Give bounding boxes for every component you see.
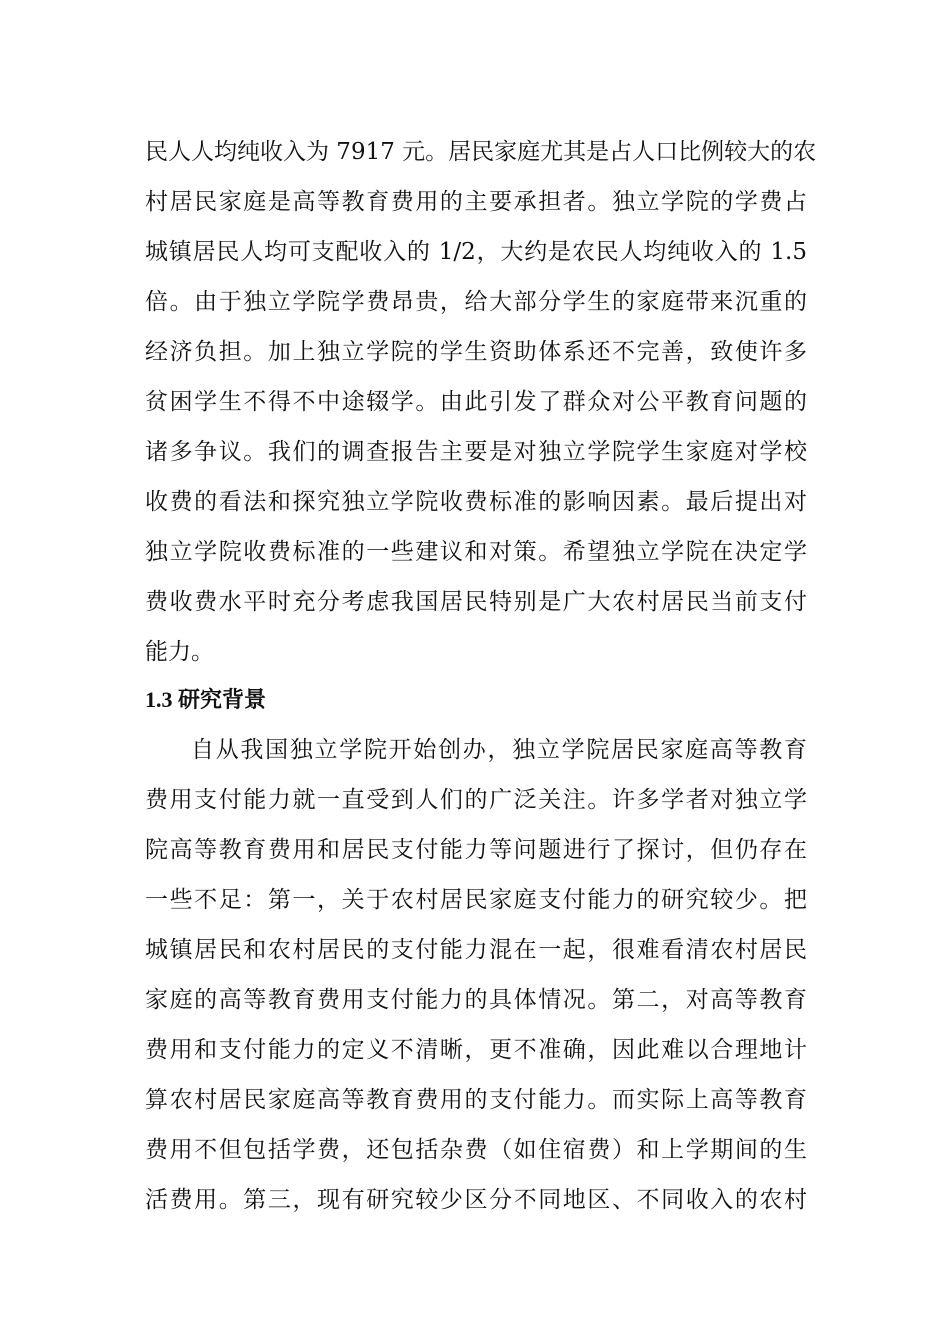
paragraph2-line: 算农村居民家庭高等教育费用的支付能力。而实际上高等教育 [145,1087,807,1113]
paragraph1-line: 倍。由于独立学院学费昂贵，给大部分学生的家庭带来沉重的 [145,289,807,315]
paragraph2-line: 活费用。第三，现有研究较少区分不同地区、不同收入的农村 [145,1187,807,1213]
paragraph2-line: 费用支付能力就一直受到人们的广泛关注。许多学者对独立学 [145,787,807,813]
paragraph2-line: 一些不足：第一，关于农村居民家庭支付能力的研究较少。把 [145,887,807,913]
paragraph1-line: 民人人均纯收入为 7917 元。居民家庭尤其是占人口比例较大的农 [145,139,817,165]
paragraph1-line: 收费的看法和探究独立学院收费标准的影响因素。最后提出对 [145,489,807,515]
paragraph2-line-indented: 自从我国独立学院开始创办，独立学院居民家庭高等教育 [191,737,807,763]
document-body [145,0,817,1344]
paragraph1-line: 村居民家庭是高等教育费用的主要承担者。独立学院的学费占 [145,189,807,215]
paragraph2-line: 费用不但包括学费，还包括杂费（如住宿费）和上学期间的生 [145,1137,807,1163]
paragraph1-line: 贫困学生不得不中途辍学。由此引发了群众对公平教育问题的 [145,389,807,415]
paragraph1-line: 经济负担。加上独立学院的学生资助体系还不完善，致使许多 [145,339,807,365]
paragraph1-line: 诸多争议。我们的调查报告主要是对独立学院学生家庭对学校 [145,439,807,465]
paragraph1-line: 能力。 [145,639,214,665]
paragraph1-line: 独立学院收费标准的一些建议和对策。希望独立学院在决定学 [145,539,807,565]
paragraph2-line: 城镇居民和农村居民的支付能力混在一起，很难看清农村居民 [145,937,807,963]
paragraph1-line: 城镇居民人均可支配收入的 1/2，大约是农民人均纯收入的 1.5 [145,239,807,265]
paragraph2-line: 费用和支付能力的定义不清晰，更不准确，因此难以合理地计 [145,1037,807,1063]
paragraph2-line: 院高等教育费用和居民支付能力等问题进行了探讨，但仍存在 [145,837,807,863]
paragraph2-line: 家庭的高等教育费用支付能力的具体情况。第二，对高等教育 [145,987,807,1013]
section-heading: 1.3 研究背景 [145,687,267,712]
paragraph1-line: 费收费水平时充分考虑我国居民特别是广大农村居民当前支付 [145,589,807,615]
